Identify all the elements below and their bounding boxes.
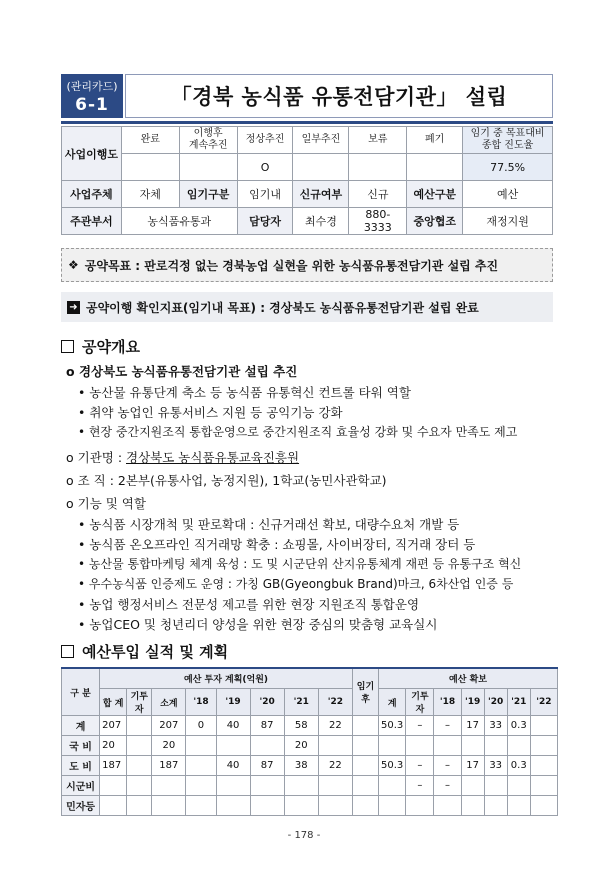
budget-cell (507, 776, 530, 796)
budget-cell: 50.3 (379, 716, 406, 736)
checkbox-square-icon (61, 645, 74, 658)
overview-heading: 공약개요 (61, 336, 140, 357)
budget-cell: – (406, 756, 434, 776)
overview-bullet: • 농산물 유통단계 축소 등 농식품 유통혁신 컨트롤 타워 역할 (78, 385, 411, 400)
status-mark (121, 154, 179, 181)
budget-subcol: '21 (284, 689, 318, 716)
budget-cell (406, 796, 434, 816)
card-label: (관리카드) (66, 80, 118, 93)
overview-bullet: • 농업 행정서비스 전문성 제고를 위한 현장 지원조직 통합운영 (78, 597, 420, 612)
budget-cell: 20 (100, 736, 127, 756)
budget-subcol: '21 (507, 689, 530, 716)
budget-cell (250, 736, 284, 756)
budget-cell: 20 (284, 736, 318, 756)
overview-bullet: • 농식품 시장개척 및 판로확대 : 신규거래선 확보, 대량수요처 개발 등 (78, 517, 460, 532)
budget-cell (461, 736, 484, 756)
budget-cell: 187 (100, 756, 127, 776)
budget-cell (100, 776, 127, 796)
budget-row-label: 민자등 (62, 796, 100, 816)
budget-subcol: '20 (484, 689, 507, 716)
overview-bullet: • 취약 농업인 유통서비스 지원 등 공익기능 강화 (78, 405, 343, 420)
budget-subcol: 소계 (152, 689, 186, 716)
budget-cell: – (406, 776, 434, 796)
goal-box (61, 248, 553, 282)
overview-bullet: • 농업CEO 및 청년리더 양성을 위한 현장 중심의 맞춤형 교육실시 (78, 617, 438, 632)
org-structure-line: o 조 직 : 2본부(유통사업, 농정지원), 1학교(농민사관학교) (66, 473, 387, 488)
budget-cell (186, 796, 216, 816)
budget-cell: 87 (250, 716, 284, 736)
budget-cell (250, 796, 284, 816)
budget-cell (352, 736, 378, 756)
budget-table (61, 667, 558, 816)
table-row (62, 736, 558, 756)
budget-subcol: '18 (434, 689, 461, 716)
status-mark (293, 154, 349, 181)
budget-subcol: 합 계 (100, 689, 127, 716)
budget-cell (284, 796, 318, 816)
info-label: 담당자 (237, 208, 293, 235)
budget-cell (507, 736, 530, 756)
budget-cell: – (434, 716, 461, 736)
status-col: 보류 (349, 127, 407, 154)
budget-row-label: 계 (62, 716, 100, 736)
info-value: 신규 (349, 181, 407, 208)
budget-cell (352, 796, 378, 816)
progress-row-label: 사업이행도 (62, 127, 122, 181)
budget-subcol: '22 (318, 689, 352, 716)
budget-cell (216, 736, 250, 756)
budget-cell: 0.3 (507, 756, 530, 776)
page-number: - 178 - (287, 830, 321, 841)
budget-cell (434, 796, 461, 816)
budget-cell (318, 776, 352, 796)
budget-cell (127, 736, 152, 756)
budget-cell: 33 (484, 716, 507, 736)
budget-cell (406, 736, 434, 756)
budget-subcol: '19 (216, 689, 250, 716)
info-value: 임기내 (237, 181, 293, 208)
budget-cell (484, 776, 507, 796)
budget-subcol: 기투자 (406, 689, 434, 716)
org-name-line: o 기관명 : 경상북도 농식품유통교육진흥원 (66, 450, 300, 465)
budget-cell: 20 (152, 736, 186, 756)
budget-subcol: '19 (461, 689, 484, 716)
budget-cell (216, 776, 250, 796)
budget-cell: 40 (216, 716, 250, 736)
budget-cell (216, 796, 250, 816)
budget-cell (379, 796, 406, 816)
budget-cell (318, 796, 352, 816)
status-mark (407, 154, 463, 181)
budget-subcol: 기투자 (127, 689, 152, 716)
budget-cell (530, 756, 557, 776)
budget-cell (530, 796, 557, 816)
budget-cell: 22 (318, 756, 352, 776)
budget-row-label: 국 비 (62, 736, 100, 756)
checkbox-square-icon (61, 340, 74, 353)
kpi-text: 공약이행 확인지표(임기내 목표) : 경상북도 농식품유통전담기관 설립 완료 (86, 300, 479, 315)
budget-cell (127, 716, 152, 736)
budget-cell (152, 776, 186, 796)
budget-cell (250, 776, 284, 796)
budget-cell (530, 776, 557, 796)
budget-subcol: '22 (530, 689, 557, 716)
info-label: 임기구분 (179, 181, 237, 208)
table-row (62, 776, 558, 796)
status-col: 정상추진 (237, 127, 293, 154)
info-label: 예산구분 (407, 181, 463, 208)
budget-cell: – (406, 716, 434, 736)
budget-cell: 0.3 (507, 716, 530, 736)
table-row (62, 796, 558, 816)
overview-item: o 경상북도 농식품유통전담기관 설립 추진 (66, 364, 298, 379)
overview-item: o 기능 및 역할 (66, 496, 146, 511)
budget-cell: 50.3 (379, 756, 406, 776)
budget-cell: 207 (152, 716, 186, 736)
budget-subcol: '20 (250, 689, 284, 716)
info-value: 880-3333 (349, 208, 407, 235)
info-table (61, 180, 553, 235)
budget-cell (318, 736, 352, 756)
status-mark (349, 154, 407, 181)
diamond-icon: ❖ (68, 258, 79, 272)
budget-cell (152, 796, 186, 816)
page-title: 「경북 농식품 유통전담기관」 설립 (125, 74, 553, 118)
budget-cell (186, 756, 216, 776)
info-label: 중앙협조 (407, 208, 463, 235)
budget-heading: 예산투입 실적 및 계획 (61, 641, 228, 662)
budget-cell (379, 776, 406, 796)
budget-cell (127, 776, 152, 796)
budget-cell: 33 (484, 756, 507, 776)
info-value: 재정지원 (463, 208, 553, 235)
budget-cell: 0 (186, 716, 216, 736)
budget-row-label: 시군비 (62, 776, 100, 796)
budget-cell: 40 (216, 756, 250, 776)
card-badge (61, 74, 123, 118)
budget-cell (100, 796, 127, 816)
budget-cell (484, 796, 507, 816)
budget-cell: 207 (100, 716, 127, 736)
info-label: 사업주체 (62, 181, 122, 208)
budget-col-group: 구 분 (62, 668, 100, 716)
budget-cell (186, 776, 216, 796)
budget-cell: 17 (461, 756, 484, 776)
status-mark (179, 154, 237, 181)
card-number: 6-1 (75, 95, 109, 115)
budget-row-label: 도 비 (62, 756, 100, 776)
budget-cell (461, 796, 484, 816)
overview-bullet: • 현장 중간지원조직 통합운영으로 중간지원조직 효율성 강화 및 수요자 만족도 제고 (78, 425, 518, 439)
status-col-progress: 임기 중 목표대비 종합 진도율 (463, 127, 553, 154)
budget-cell (461, 776, 484, 796)
budget-cell: 17 (461, 716, 484, 736)
budget-plan-header: 예산 투자 계획(억원) (100, 668, 353, 689)
budget-cell: 58 (284, 716, 318, 736)
budget-cell: – (434, 776, 461, 796)
info-value: 자체 (121, 181, 179, 208)
budget-cell (127, 756, 152, 776)
budget-cell: – (434, 756, 461, 776)
header-divider (61, 121, 553, 124)
budget-cell (507, 796, 530, 816)
arrow-right-icon: ➜ (67, 301, 80, 314)
overview-bullet: • 농식품 온오프라인 직거래망 확충 : 쇼핑몰, 사이버장터, 직거래 장터 등 (78, 537, 476, 552)
budget-cell (530, 736, 557, 756)
budget-subcol: '18 (186, 689, 216, 716)
budget-cell (434, 736, 461, 756)
info-value: 예산 (463, 181, 553, 208)
overview-bullet: • 농산물 통합마케팅 체계 육성 : 도 및 시군단위 산지유통체계 재편 등 유통구조 혁신 (78, 557, 522, 571)
status-mark: O (237, 154, 293, 181)
status-col: 완료 (121, 127, 179, 154)
budget-post-header: 임기후 (352, 668, 378, 716)
budget-cell (352, 776, 378, 796)
budget-cell: 187 (152, 756, 186, 776)
budget-cell: 22 (318, 716, 352, 736)
budget-cell: 87 (250, 756, 284, 776)
info-value: 농식품유통과 (121, 208, 237, 235)
info-value: 최수경 (293, 208, 349, 235)
budget-cell (484, 736, 507, 756)
status-table (61, 126, 553, 181)
table-row (62, 716, 558, 736)
budget-cell (379, 736, 406, 756)
info-label: 주관부서 (62, 208, 122, 235)
status-col: 일부추진 (293, 127, 349, 154)
status-col: 폐기 (407, 127, 463, 154)
budget-cell (352, 756, 378, 776)
budget-subcol: 계 (379, 689, 406, 716)
budget-cell (284, 776, 318, 796)
budget-cell (127, 796, 152, 816)
kpi-box (61, 292, 553, 322)
info-label: 신규여부 (293, 181, 349, 208)
status-col: 이행후 계속추진 (179, 127, 237, 154)
overview-bullet: • 우수농식품 인증제도 운영 : 가칭 GB(Gyeongbuk Brand)마크, 6차산업 인증 등 (78, 577, 514, 591)
budget-cell (186, 736, 216, 756)
table-row (62, 756, 558, 776)
goal-text: 공약목표 : 판로걱정 없는 경북농업 실현을 위한 농식품유통전담기관 설립 추진 (84, 258, 499, 273)
progress-value: 77.5% (463, 154, 553, 181)
budget-cell: 38 (284, 756, 318, 776)
budget-cell (352, 716, 378, 736)
budget-secured-header: 예산 확보 (379, 668, 558, 689)
budget-cell (530, 716, 557, 736)
